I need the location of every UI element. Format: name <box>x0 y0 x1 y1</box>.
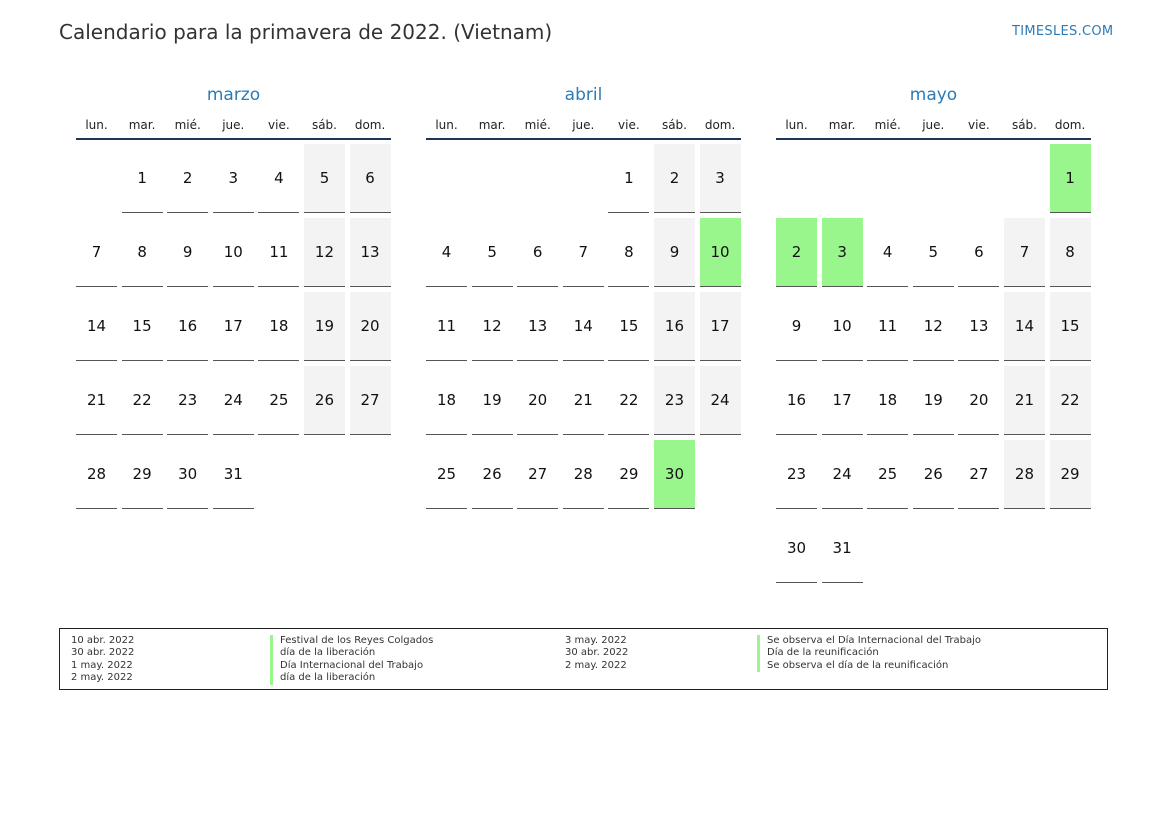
day-cell: 26 <box>472 440 513 509</box>
day-cell: 12 <box>472 292 513 361</box>
weekday-label: mar. <box>828 118 856 132</box>
day-cell: 6 <box>517 218 558 287</box>
legend-date: 2 may. 2022 <box>71 672 133 684</box>
day-cell: 11 <box>867 292 908 361</box>
weekday-label: mar. <box>478 118 506 132</box>
holiday-day-cell: 30 <box>654 440 695 509</box>
day-cell: 17 <box>213 292 254 361</box>
empty-cell <box>776 144 817 212</box>
weekday-label: sáb. <box>311 118 337 132</box>
day-cell: 11 <box>426 292 467 361</box>
day-cell: 9 <box>167 218 208 287</box>
day-cell: 28 <box>1004 440 1045 509</box>
day-cell: 31 <box>213 440 254 509</box>
day-cell: 27 <box>517 440 558 509</box>
holiday-day-cell: 10 <box>700 218 741 287</box>
legend-date: 10 abr. 2022 <box>71 635 135 646</box>
day-cell: 15 <box>1050 292 1091 361</box>
day-cell: 4 <box>867 218 908 287</box>
day-cell: 22 <box>1050 366 1091 435</box>
day-cell: 15 <box>608 292 649 361</box>
day-cell: 28 <box>76 440 117 509</box>
page-title: Calendario para la primavera de 2022. (Vietnam) <box>59 20 553 44</box>
site-link[interactable]: TIMESLES.COM <box>1012 24 1114 39</box>
weekday-label: vie. <box>618 118 640 132</box>
weekday-label: mar. <box>128 118 156 132</box>
empty-cell <box>472 144 513 212</box>
day-cell: 8 <box>122 218 163 287</box>
day-cell: 20 <box>517 366 558 435</box>
day-cell: 6 <box>958 218 999 287</box>
empty-cell <box>76 144 117 212</box>
day-cell: 14 <box>563 292 604 361</box>
day-cell: 19 <box>472 366 513 435</box>
day-cell: 7 <box>563 218 604 287</box>
weekday-label: dom. <box>704 118 736 132</box>
day-cell: 24 <box>822 440 863 509</box>
day-cell: 5 <box>304 144 345 213</box>
day-cell: 25 <box>867 440 908 509</box>
month-title: marzo <box>206 85 261 105</box>
day-cell: 9 <box>654 218 695 287</box>
legend-holiday-name: Se observa el día de la reunificación <box>757 660 981 672</box>
legend-holiday-name: Festival de los Reyes Colgados <box>270 635 433 647</box>
legend-holiday-name: Día Internacional del Trabajo <box>270 660 433 672</box>
legend-holiday-name: Día de la reunificación <box>757 647 981 659</box>
empty-cell <box>822 144 863 212</box>
month-march <box>76 84 391 509</box>
day-cell: 5 <box>913 218 954 287</box>
weekday-header <box>426 116 741 140</box>
day-cell: 24 <box>700 366 741 435</box>
weekday-header <box>76 116 391 140</box>
day-cell: 10 <box>213 218 254 287</box>
legend-date: 2 may. 2022 <box>565 659 627 671</box>
legend-dates-right <box>565 635 628 672</box>
legend-names-left <box>270 635 433 685</box>
weekday-label: lun. <box>785 118 808 132</box>
day-grid <box>776 144 1091 583</box>
month-april <box>426 84 741 509</box>
empty-cell <box>517 144 558 212</box>
weekday-label: lun. <box>85 118 108 132</box>
holiday-day-cell: 3 <box>822 218 863 287</box>
day-cell: 22 <box>122 366 163 435</box>
day-cell: 4 <box>258 144 299 213</box>
day-cell: 26 <box>913 440 954 509</box>
day-cell: 6 <box>350 144 391 213</box>
legend-dates-left <box>71 635 134 685</box>
day-cell: 13 <box>958 292 999 361</box>
day-cell: 27 <box>958 440 999 509</box>
legend-date: 3 may. 2022 <box>565 635 627 646</box>
day-cell: 19 <box>913 366 954 435</box>
empty-cell <box>563 144 604 212</box>
day-cell: 21 <box>1004 366 1045 435</box>
day-cell: 11 <box>258 218 299 287</box>
day-cell: 2 <box>167 144 208 213</box>
day-cell: 3 <box>213 144 254 213</box>
day-cell: 23 <box>776 440 817 509</box>
month-title: mayo <box>909 85 958 105</box>
legend-holiday-name: Se observa el Día Internacional del Trabajo <box>757 635 981 647</box>
day-cell: 12 <box>304 218 345 287</box>
day-cell: 15 <box>122 292 163 361</box>
legend-date: 1 may. 2022 <box>71 659 133 671</box>
day-cell: 1 <box>122 144 163 213</box>
day-cell: 14 <box>1004 292 1045 361</box>
legend-date: 30 abr. 2022 <box>71 647 135 659</box>
day-cell: 12 <box>913 292 954 361</box>
day-cell: 29 <box>122 440 163 509</box>
day-cell: 5 <box>472 218 513 287</box>
day-cell: 7 <box>76 218 117 287</box>
empty-cell <box>958 144 999 212</box>
legend-date: 30 abr. 2022 <box>565 647 629 659</box>
weekday-label: jue. <box>922 118 945 132</box>
day-cell: 30 <box>776 514 817 583</box>
day-cell: 18 <box>867 366 908 435</box>
weekday-label: dom. <box>1054 118 1086 132</box>
weekday-label: vie. <box>268 118 290 132</box>
day-cell: 27 <box>350 366 391 435</box>
day-cell: 31 <box>822 514 863 583</box>
weekday-label: dom. <box>354 118 386 132</box>
day-cell: 9 <box>776 292 817 361</box>
day-cell: 29 <box>1050 440 1091 509</box>
month-title: abril <box>564 85 603 105</box>
day-cell: 29 <box>608 440 649 509</box>
legend-names-right <box>757 635 981 672</box>
day-cell: 17 <box>700 292 741 361</box>
empty-cell <box>426 144 467 212</box>
day-cell: 20 <box>350 292 391 361</box>
holiday-legend <box>59 628 1108 690</box>
weekday-label: jue. <box>222 118 245 132</box>
weekday-label: mié. <box>874 118 901 132</box>
day-cell: 14 <box>76 292 117 361</box>
day-cell: 25 <box>258 366 299 435</box>
day-cell: 10 <box>822 292 863 361</box>
day-cell: 18 <box>258 292 299 361</box>
day-cell: 21 <box>76 366 117 435</box>
day-cell: 20 <box>958 366 999 435</box>
day-cell: 7 <box>1004 218 1045 287</box>
day-cell: 30 <box>167 440 208 509</box>
day-cell: 16 <box>654 292 695 361</box>
day-cell: 22 <box>608 366 649 435</box>
day-cell: 4 <box>426 218 467 287</box>
day-cell: 25 <box>426 440 467 509</box>
day-cell: 23 <box>654 366 695 435</box>
day-cell: 3 <box>700 144 741 213</box>
day-grid <box>76 144 391 509</box>
weekday-label: mié. <box>174 118 201 132</box>
day-cell: 1 <box>608 144 649 213</box>
day-cell: 13 <box>517 292 558 361</box>
holiday-day-cell: 1 <box>1050 144 1091 213</box>
empty-cell <box>913 144 954 212</box>
day-cell: 13 <box>350 218 391 287</box>
weekday-label: jue. <box>572 118 595 132</box>
empty-cell <box>867 144 908 212</box>
day-cell: 2 <box>654 144 695 213</box>
day-cell: 8 <box>608 218 649 287</box>
legend-holiday-name: día de la liberación <box>270 672 433 684</box>
day-cell: 26 <box>304 366 345 435</box>
day-cell: 16 <box>167 292 208 361</box>
day-cell: 28 <box>563 440 604 509</box>
day-cell: 24 <box>213 366 254 435</box>
day-grid <box>426 144 741 509</box>
weekday-label: lun. <box>435 118 458 132</box>
weekday-label: mié. <box>524 118 551 132</box>
day-cell: 23 <box>167 366 208 435</box>
month-may <box>776 84 1091 583</box>
weekday-label: sáb. <box>1011 118 1037 132</box>
day-cell: 18 <box>426 366 467 435</box>
empty-cell <box>1004 144 1045 212</box>
day-cell: 8 <box>1050 218 1091 287</box>
day-cell: 19 <box>304 292 345 361</box>
weekday-header <box>776 116 1091 140</box>
legend-holiday-name: día de la liberación <box>270 647 433 659</box>
weekday-label: vie. <box>968 118 990 132</box>
day-cell: 16 <box>776 366 817 435</box>
weekday-label: sáb. <box>661 118 687 132</box>
holiday-day-cell: 2 <box>776 218 817 287</box>
day-cell: 21 <box>563 366 604 435</box>
day-cell: 17 <box>822 366 863 435</box>
